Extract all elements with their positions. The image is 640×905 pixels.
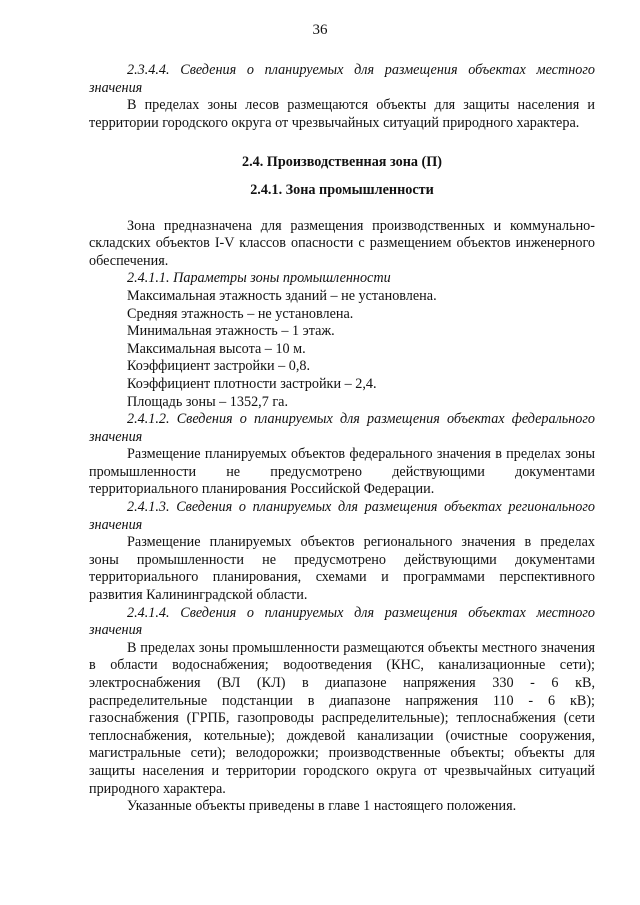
param-min-floors: Минимальная этажность – 1 этаж. [127,323,335,340]
section-2414-note: Указанные объекты приведены в главе 1 настоящего положения. [127,798,517,815]
section-24111-title: 2.4.1.1. Параметры зоны промышленности [127,270,391,287]
section-2344-text: В пределах зоны лесов размещаются объекты для защиты населения и территории городского округа от чрезвычайных ситуаций природного характера. [89,97,595,131]
section-2344-title: 2.3.4.4. Сведения о планируемых для размещения объектах местного значения [89,62,595,96]
param-density-coefficient: Коэффициент плотности застройки – 2,4. [127,375,377,392]
document-body [89,62,595,816]
section-heading-2-4-1: 2.4.1. Зона промышленности [250,181,434,198]
zone-intro-paragraph: Зона предназначена для размещения производственных и коммунально-складских объектов I-V классов опасности с размещением объектов инженерного обеспечения. [89,217,595,269]
section-2412-title: 2.4.1.2. Сведения о планируемых для размещения объектах федерального значения [89,411,595,445]
param-max-floors: Максимальная этажность зданий – не установлена. [127,287,437,304]
param-building-coefficient: Коэффициент застройки – 0,8. [127,358,311,375]
param-max-height: Максимальная высота – 10 м. [127,340,306,357]
param-zone-area: Площадь зоны – 1352,7 га. [127,393,289,410]
section-2414-title: 2.4.1.4. Сведения о планируемых для размещения объектах местного значения [89,604,595,639]
section-2414-text: В пределах зоны промышленности размещаются объекты местного значения в области водоснабжения; водоотведения (КНС, канализационные сети); электроснабжения (ВЛ (КЛ) в диапазоне напряжения 330 - 6 кВ, распределительные подстанции в диапазоне напряжения 110 - 6 кВ); газоснабжения (ГРПБ, газопроводы распределительные); теплоснабжения (сети теплоснабжения, котельные); дождевой канализации (очистные сооружения, магистральные сети); велодорожки; производственные объекты; объекты для защиты населения и территории городского округа от чрезвычайных ситуаций природного характера. [89,639,595,797]
section-heading-2-4: 2.4. Производственная зона (П) [241,154,443,171]
page-number: 36 [312,22,328,38]
section-2412-text: Размещение планируемых объектов федерального значения в пределах зоны промышленности не предусмотрено действующими документами территориального планирования Российской Федерации. [89,446,595,498]
section-2413-title: 2.4.1.3. Сведения о планируемых для размещения объектах регионального значения [89,499,595,533]
section-2413-text: Размещение планируемых объектов регионального значения в пределах зоны промышленности не предусмотрено действующими документами территориального планирования, схемами и программами перспективного развития Калининградской области. [89,534,595,604]
param-avg-floors: Средняя этажность – не установлена. [127,305,354,322]
